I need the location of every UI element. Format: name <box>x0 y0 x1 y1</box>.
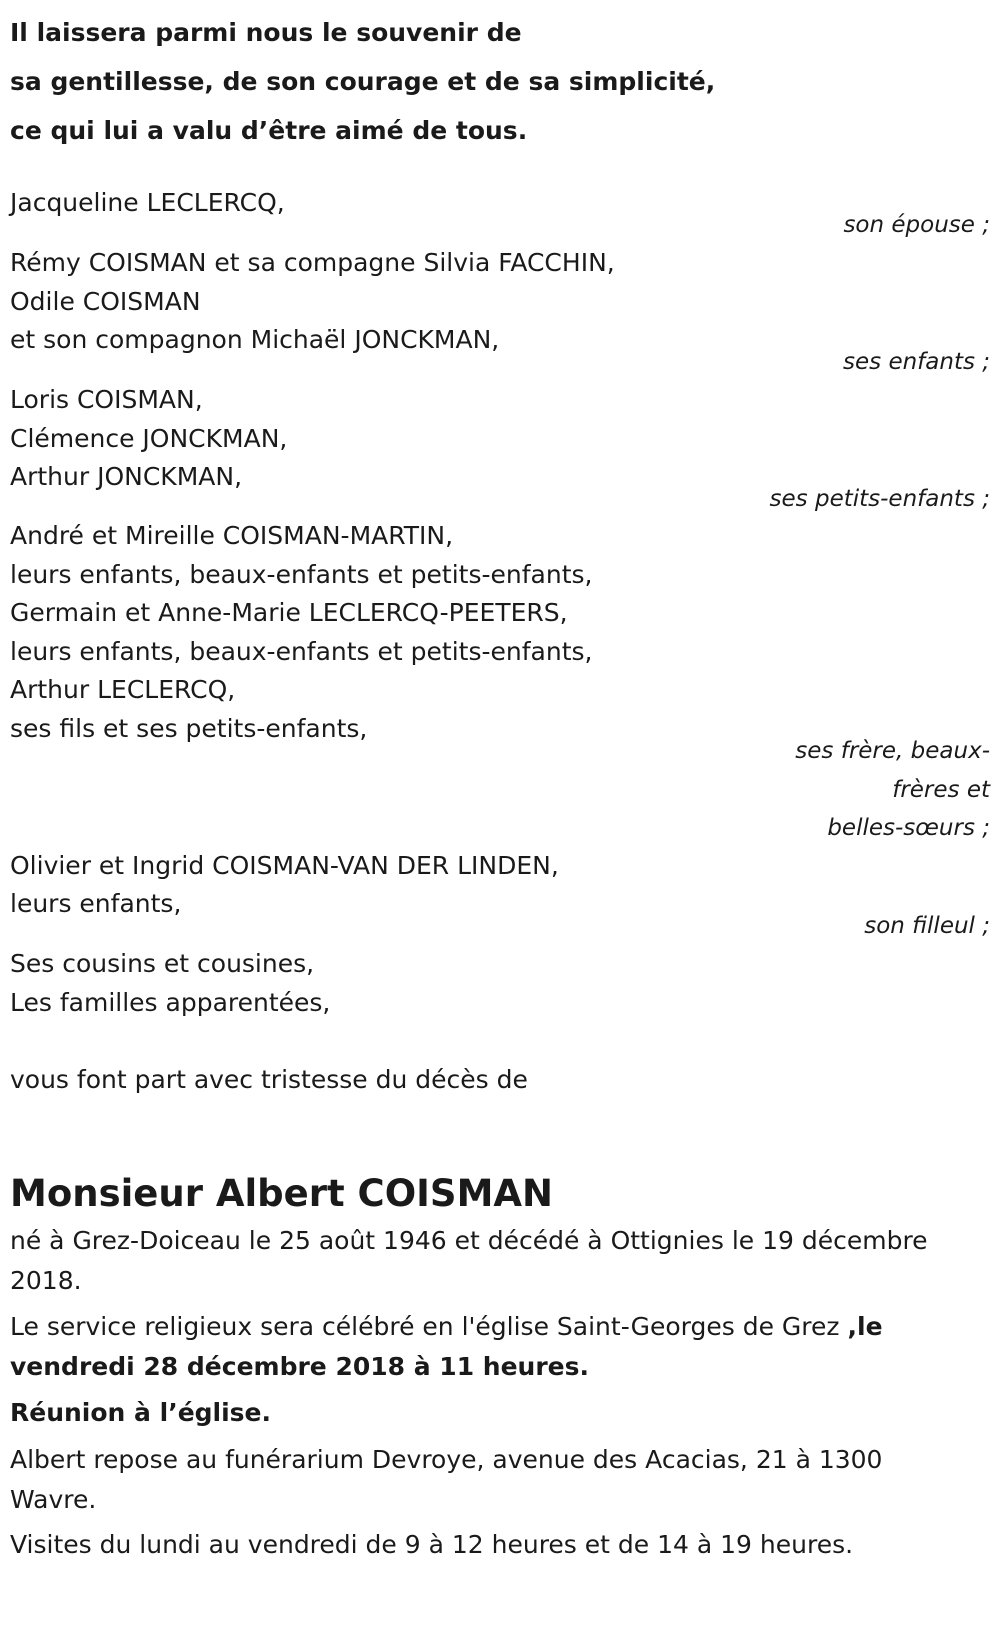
family-line: Jacqueline LECLERCQ, <box>10 188 285 217</box>
family-line: ses fils et ses petits-enfants, <box>10 714 368 743</box>
family-line: Arthur JONCKMAN, <box>10 462 243 491</box>
family-line: Ses cousins et cousines, <box>10 949 315 978</box>
visits-info: Visites du lundi au vendredi de 9 à 12 heures et de 14 à 19 heures. <box>10 1530 854 1559</box>
relation-label: ses frère, beaux- <box>795 738 990 764</box>
relation-label: ses petits-enfants ; <box>769 486 990 512</box>
family-line: Arthur LECLERCQ, <box>10 675 236 704</box>
relation-label: son épouse ; <box>843 212 990 238</box>
service-info <box>10 1307 970 1387</box>
intro-line: sa gentillesse, de son courage et de sa simplicité, <box>10 67 716 96</box>
repose-info: Albert repose au funérarium Devroye, avenue des Acacias, 21 à 1300 Wavre. <box>10 1445 883 1514</box>
family-line: Rémy COISMAN et sa compagne Silvia FACCHIN, <box>10 248 615 277</box>
family-line: leurs enfants, beaux-enfants et petits-enfants, <box>10 560 593 589</box>
deceased-name: Monsieur Albert COISMAN <box>10 1172 554 1215</box>
service-text: Le service religieux sera célébré en l'église Saint-Georges de Grez <box>10 1312 848 1341</box>
announcement: vous font part avec tristesse du décès de <box>10 1065 528 1094</box>
family-line: Olivier et Ingrid COISMAN-VAN DER LINDEN, <box>10 851 559 880</box>
service-date: ,le vendredi 28 décembre 2018 à 11 heures. <box>10 1312 883 1381</box>
intro-line: Il laissera parmi nous le souvenir de <box>10 18 522 47</box>
family-line: Clémence JONCKMAN, <box>10 424 288 453</box>
relation-label: frères et <box>892 777 990 803</box>
intro-quote <box>10 8 970 155</box>
family-line: Odile COISMAN <box>10 287 201 316</box>
relation-label: ses enfants ; <box>843 349 990 375</box>
family-line: et son compagnon Michaël JONCKMAN, <box>10 325 500 354</box>
family-line: leurs enfants, beaux-enfants et petits-enfants, <box>10 637 593 666</box>
family-line: Les familles apparentées, <box>10 988 331 1017</box>
intro-line: ce qui lui a valu d’être aimé de tous. <box>10 116 528 145</box>
family-line: André et Mireille COISMAN-MARTIN, <box>10 521 454 550</box>
family-line: Loris COISMAN, <box>10 385 203 414</box>
reunion-info: Réunion à l’église. <box>10 1398 272 1427</box>
family-line: Germain et Anne-Marie LECLERCQ-PEETERS, <box>10 598 568 627</box>
relation-label: son filleul ; <box>864 913 990 939</box>
family-line: leurs enfants, <box>10 889 182 918</box>
relation-label: belles-sœurs ; <box>827 815 990 841</box>
birth-death-dates: né à Grez-Doiceau le 25 août 1946 et décédé à Ottignies le 19 décembre 2018. <box>10 1226 928 1295</box>
